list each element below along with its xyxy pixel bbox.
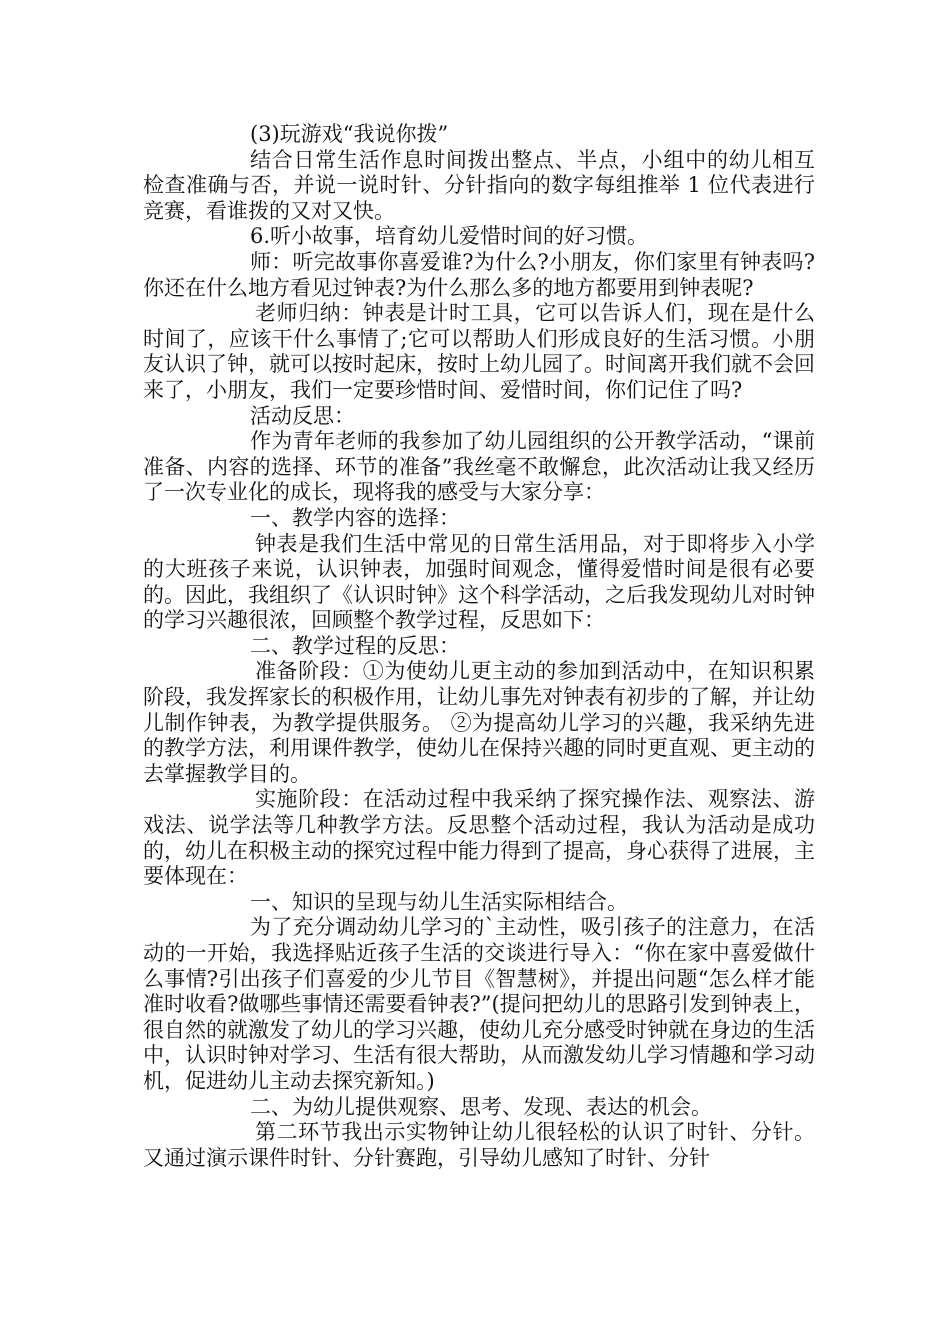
paragraph: 为了充分调动幼儿学习的`主动性，吸引孩子的注意力，在活动的一开始，我选择贴近孩子生活的交谈进行导入：“你在家中喜爱做什么事情?引出孩子们喜爱的少儿节目《智慧树》，并提出问题“怎么样才能准时收看?做哪些事情还需要看钟表?”(提问把幼儿的思路引发到钟表上，很自然的就激发了幼儿的学习兴趣，使幼儿充分感受时钟就在身边的生活中，认识时钟对学习、生活有很大帮助，从而激发幼儿学习情趣和学习动机，促进幼儿主动去探究新知。) <box>143 915 815 1093</box>
paragraph-heading: 6.听小故事，培育幼儿爱惜时间的好习惯。 <box>250 224 649 249</box>
paragraph: 钟表是我们生活中常见的日常生活用品，对于即将步入小学的大班孩子来说，认识钟表，加强时间观念，懂得爱惜时间是很有必要的。因此，我组织了《认识时钟》这个科学活动，之后我发现幼儿对时钟的学习兴趣很浓，回顾整个教学过程，反思如下： <box>143 531 815 633</box>
paragraph-heading: 一、教学内容的选择： <box>250 505 460 530</box>
paragraph: 作为青年老师的我参加了幼儿园组织的公开教学活动，“课前准备、内容的选择、环节的准备”我丝毫不敢懈怠，此次活动让我又经历了一次专业化的成长，现将我的感受与大家分享： <box>143 429 815 505</box>
paragraph-heading: 一、知识的呈现与幼儿生活实际相结合。 <box>250 889 628 914</box>
paragraph: 师：听完故事你喜爱谁?为什么?小朋友，你们家里有钟表吗?你还在什么地方看见过钟表?为什么那么多的地方都要用到钟表呢? <box>143 249 815 300</box>
paragraph-heading: 二、教学过程的反思： <box>250 633 460 658</box>
paragraph: 老师归纳：钟表是计时工具，它可以告诉人们，现在是什么时间了，应该干什么事情了;它可以帮助人们形成良好的生活习惯。小朋友认识了钟，就可以按时起床，按时上幼儿园了。时间离开我们就不会回来了，小朋友，我们一定要珍惜时间、爱惜时间，你们记住了吗? <box>143 301 815 402</box>
paragraph-heading: 二、为幼儿提供观察、思考、发现、表达的机会。 <box>250 1094 712 1119</box>
paragraph: 第二环节我出示实物钟让幼儿很轻松的认识了时针、分针。又通过演示课件时针、分针赛跑，引导幼儿感知了时针、分针 <box>143 1120 815 1170</box>
paragraph: 结合日常生活作息时间拨出整点、半点，小组中的幼儿相互检查准确与否，并说一说时针、分针指向的数字每组推举 1 位代表进行竞赛，看谁拨的又对又快。 <box>143 147 815 223</box>
paragraph: 实施阶段：在活动过程中我采纳了探究操作法、观察法、游戏法、说学法等几种教学方法。反思整个活动过程，我认为活动是成功的，幼儿在积极主动的探究过程中能力得到了提高，身心获得了进展，主要体现在： <box>143 787 815 889</box>
paragraph-game-title: (3)玩游戏“我说你拨” <box>250 122 449 146</box>
paragraph: 准备阶段：①为使幼儿更主动的参加到活动中，在知识积累阶段，我发挥家长的积极作用，让幼儿事先对钟表有初步的了解，并让幼儿制作钟表，为教学提供服务。 ②为提高幼儿学习的兴趣，我采纳先进的教学方法，利用课件教学，使幼儿在保持兴趣的同时更直观、更主动的去掌握教学目的。 <box>143 659 815 786</box>
document-body <box>143 122 815 1171</box>
paragraph-heading: 活动反思： <box>250 403 355 428</box>
